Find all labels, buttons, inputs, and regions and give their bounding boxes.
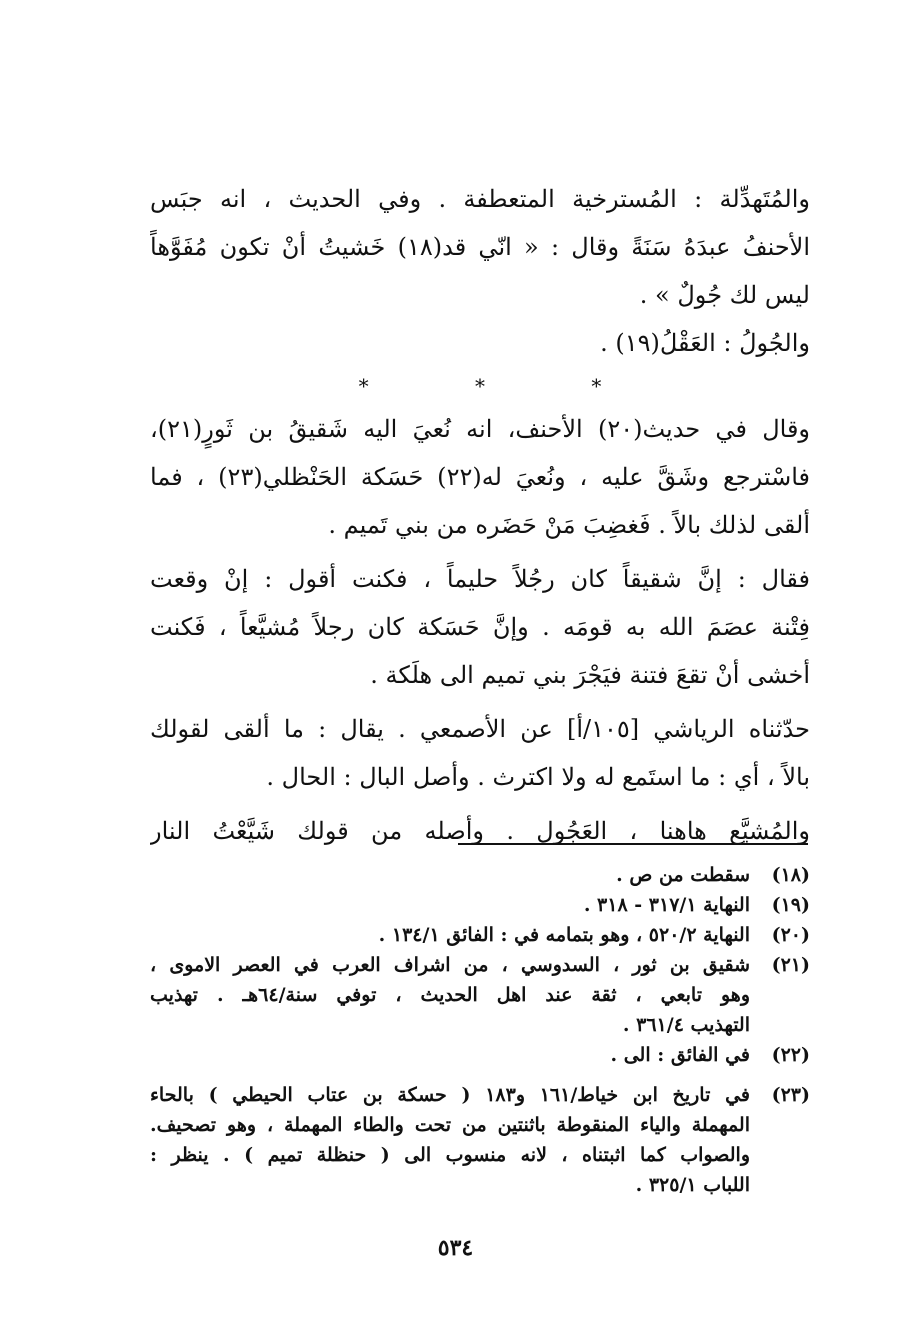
footnote — [150, 1080, 810, 1200]
text-line: الأحنفُ عبدَهُ سَنَةً وقال : « انّي قد(١٨) خَشيتُ أنْ تكون مُفَوَّهاً — [150, 233, 810, 261]
footnote-text: النهاية ٥٢٠/٢ ، وهو بتمامه في : الفائق ١٣٤/١ . — [378, 924, 750, 946]
footnotes — [150, 860, 810, 1200]
footnote-text: النهاية ٣١٧/١ - ٣١٨ . — [583, 894, 750, 916]
footnote-text: في تاريخ ابن خياط/١٦١ و١٨٣ ( حسكة بن عتاب الحيطي ) بالحاء — [150, 1084, 750, 1106]
text-line: وقال في حديث(٢٠) الأحنف، انه نُعيَ اليه شَقيقُ بن ثَورٍ(٢١)، — [150, 415, 810, 443]
text-line: فقال : إنَّ شقيقاً كان رجُلاً حليماً ، فكنت أقول : إنْ وقعت — [150, 565, 810, 593]
footnote-number: (٢٢) — [771, 1044, 810, 1066]
footnote-text: والصواب كما اثبتناه ، لانه منسوب الى ( حنظلة تميم ) . ينظر : — [150, 1144, 750, 1166]
text-line: والمُتَهدِّلة : المُسترخية المتعطفة . وفي الحديث ، انه جبَس — [150, 185, 810, 213]
text-line: والجُولُ : العَقْلُ(١٩) . — [600, 329, 810, 357]
text-line: ليس لك جُولٌ » . — [639, 281, 810, 309]
footnote-text: شقيق بن ثور ، السدوسي ، من اشراف العرب في العصر الاموى ، — [150, 954, 750, 976]
main-text — [150, 175, 810, 855]
footnote — [150, 890, 810, 920]
text-line: فِتْنة عصَمَ الله به قومَه . وإنَّ حَسَكة كان رجلاً مُشيَّعاً ، فَكنت — [150, 613, 810, 641]
page-number: ٥٣٤ — [437, 1235, 474, 1261]
footnote-text: سقطت من ص . — [616, 864, 750, 886]
footnote-number: (١٨) — [771, 864, 810, 886]
footnote-text: التهذيب ٣٦١/٤ . — [622, 1014, 750, 1036]
footnote-number: (٢٣) — [771, 1084, 810, 1106]
footnote-text: المهملة والياء المنقوطة باثنتين من تحت والطاء المهملة ، وهو تصحيف. — [150, 1114, 750, 1136]
text-line: والمُشيَّع هاهنا ، العَجُول . وأصله من قولك شَيَّعْتُ النار — [150, 817, 810, 845]
text-line: أخشى أنْ تقعَ فتنة فيَجْرَ بني تميم الى هلَكة . — [370, 661, 810, 689]
text-line: بالاً ، أي : ما استَمع له ولا اكترث . وأصل البال : الحال . — [266, 763, 810, 791]
footnote — [150, 950, 810, 1040]
section-separator-stars: * * * — [358, 374, 652, 398]
footnote — [150, 1040, 810, 1070]
footnote-number: (٢٠) — [771, 924, 810, 946]
footnote-text: وهو تابعي ، ثقة عند اهل الحديث ، توفي سنة/٦٤هـ . تهذيب — [150, 984, 750, 1006]
footnote-number: (٢١) — [771, 954, 810, 976]
footnote-text: في الفائق : الى . — [610, 1044, 750, 1066]
text-line: فاسْترجع وشَقَّ عليه ، ونُعيَ له(٢٢) حَسَكة الحَنْظلي(٢٣) ، فما — [150, 463, 810, 491]
footnote-text: اللباب ٣٢٥/١ . — [635, 1174, 750, 1196]
footnote — [150, 920, 810, 950]
text-line: حدّثناه الرياشي [١٠٥/أ] عن الأصمعي . يقال : ما ألقى لقولك — [150, 715, 810, 743]
footnote — [150, 860, 810, 890]
footnote-number: (١٩) — [771, 894, 810, 916]
footnote-divider — [458, 843, 808, 845]
text-line: ألقى لذلك بالاً . فَغضِبَ مَنْ حَضَره من بني تَميم . — [328, 511, 810, 539]
